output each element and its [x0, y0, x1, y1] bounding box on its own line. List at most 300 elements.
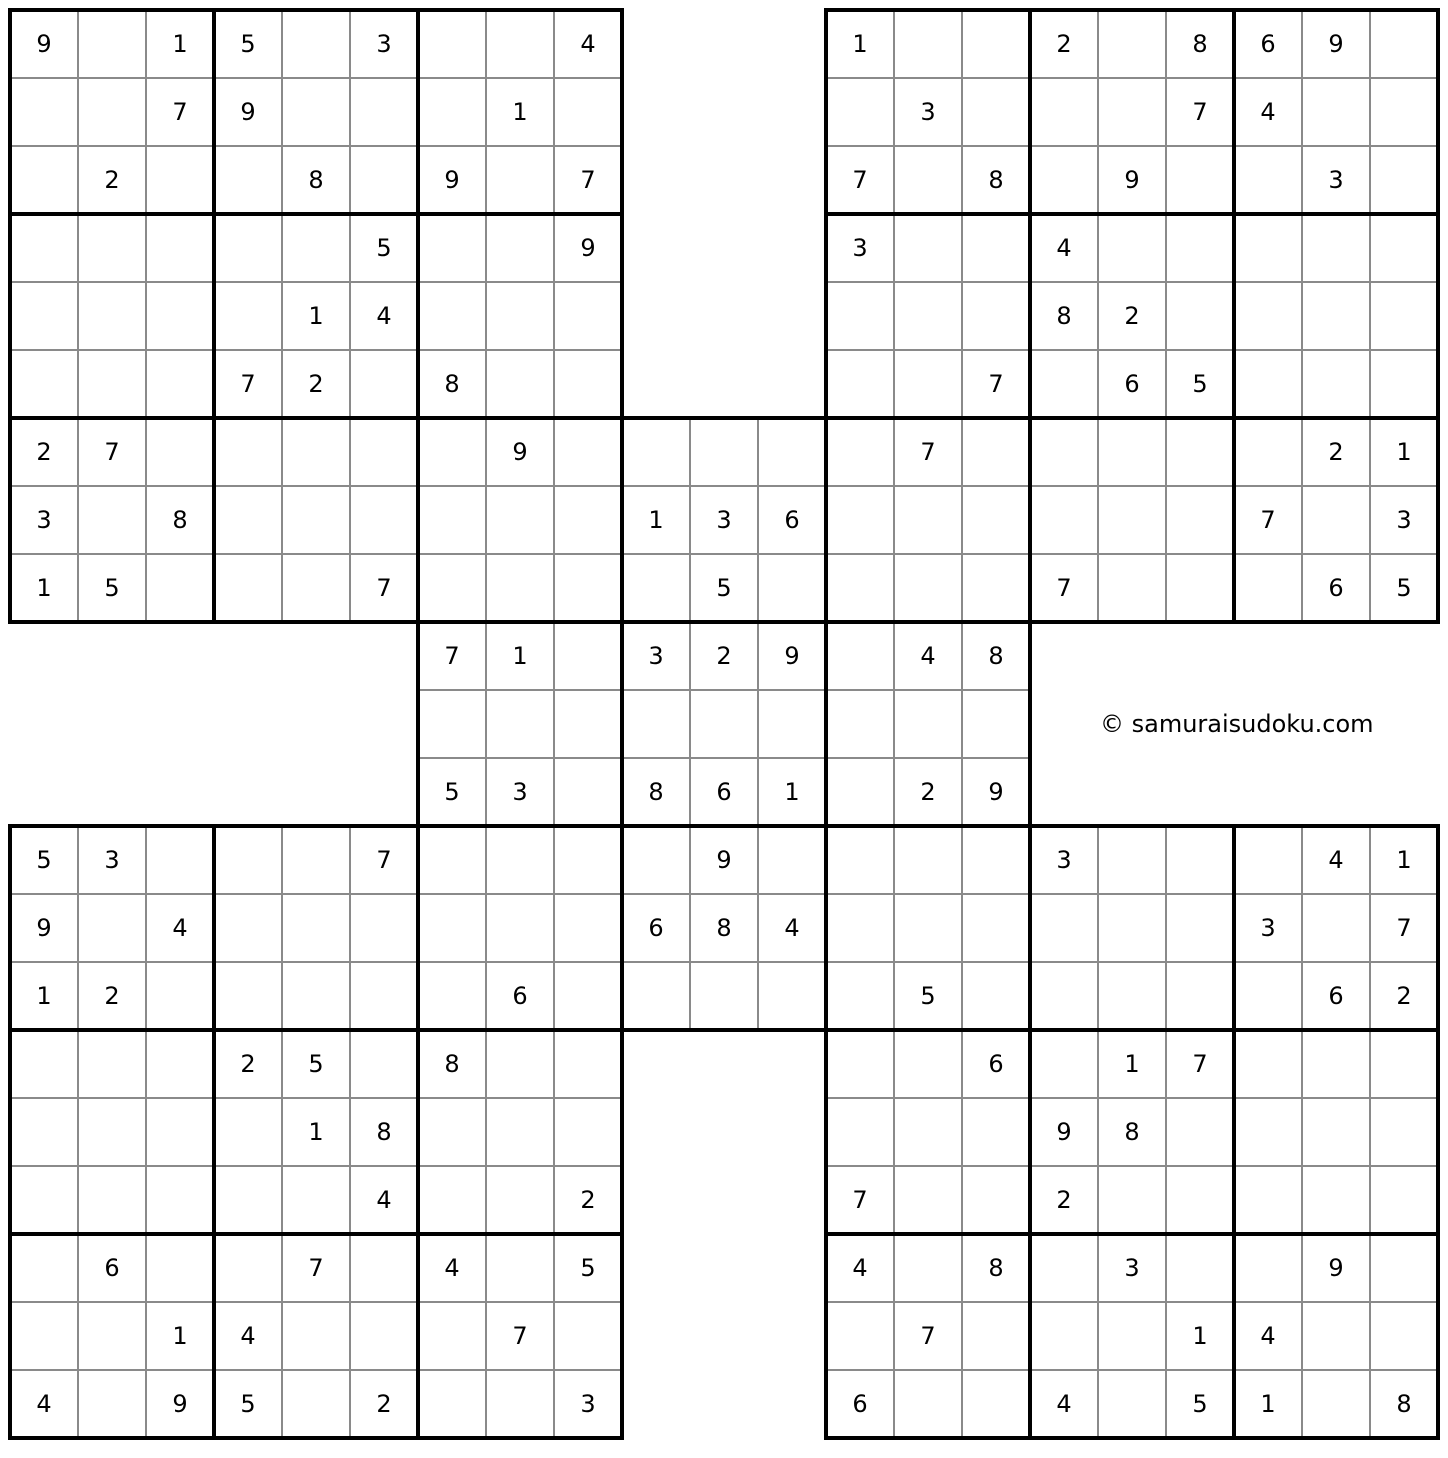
empty-cell[interactable] [486, 1166, 554, 1234]
empty-cell[interactable] [962, 1166, 1030, 1234]
empty-cell[interactable] [1030, 486, 1098, 554]
empty-cell[interactable] [10, 78, 78, 146]
empty-cell[interactable] [214, 962, 282, 1030]
empty-cell[interactable] [1098, 1166, 1166, 1234]
empty-cell[interactable] [1234, 554, 1302, 622]
given-cell: 5 [10, 826, 78, 894]
empty-cell[interactable] [78, 1370, 146, 1438]
empty-cell[interactable] [146, 826, 214, 894]
empty-cell[interactable] [1030, 418, 1098, 486]
empty-cell[interactable] [78, 10, 146, 78]
given-cell: 3 [1098, 1234, 1166, 1302]
box-border [1436, 824, 1440, 1440]
cell-divider [1369, 10, 1371, 622]
empty-cell[interactable] [1098, 214, 1166, 282]
empty-cell[interactable] [894, 146, 962, 214]
given-cell: 9 [146, 1370, 214, 1438]
empty-cell[interactable] [486, 350, 554, 418]
empty-cell[interactable] [554, 622, 622, 690]
given-cell: 9 [1302, 1234, 1370, 1302]
empty-cell[interactable] [1030, 1234, 1098, 1302]
empty-cell[interactable] [894, 282, 962, 350]
empty-cell[interactable] [554, 894, 622, 962]
empty-cell[interactable] [1234, 962, 1302, 1030]
empty-cell[interactable] [1166, 1234, 1234, 1302]
empty-cell[interactable] [826, 350, 894, 418]
given-cell: 5 [1166, 350, 1234, 418]
empty-cell[interactable] [10, 350, 78, 418]
empty-cell[interactable] [282, 962, 350, 1030]
empty-cell[interactable] [486, 1370, 554, 1438]
empty-cell[interactable] [1098, 1370, 1166, 1438]
empty-cell[interactable] [10, 282, 78, 350]
empty-cell[interactable] [826, 826, 894, 894]
given-cell: 8 [1370, 1370, 1438, 1438]
empty-cell[interactable] [418, 826, 486, 894]
empty-cell[interactable] [1166, 1166, 1234, 1234]
empty-cell[interactable] [1302, 350, 1370, 418]
given-cell: 2 [350, 1370, 418, 1438]
empty-cell[interactable] [894, 486, 962, 554]
empty-cell[interactable] [418, 554, 486, 622]
empty-cell[interactable] [962, 554, 1030, 622]
cell-divider [281, 10, 283, 622]
empty-cell[interactable] [1370, 282, 1438, 350]
empty-cell[interactable] [826, 1302, 894, 1370]
empty-cell[interactable] [214, 282, 282, 350]
cell-divider [10, 1369, 622, 1371]
empty-cell[interactable] [10, 146, 78, 214]
empty-cell[interactable] [1370, 10, 1438, 78]
given-cell: 4 [758, 894, 826, 962]
empty-cell[interactable] [282, 1166, 350, 1234]
empty-cell[interactable] [78, 214, 146, 282]
empty-cell[interactable] [282, 826, 350, 894]
empty-cell[interactable] [894, 1370, 962, 1438]
empty-cell[interactable] [1234, 826, 1302, 894]
given-cell: 2 [1030, 10, 1098, 78]
empty-cell[interactable] [894, 894, 962, 962]
empty-cell[interactable] [10, 1030, 78, 1098]
given-cell: 2 [78, 146, 146, 214]
given-cell: 9 [10, 10, 78, 78]
empty-cell[interactable] [418, 418, 486, 486]
empty-cell[interactable] [690, 962, 758, 1030]
empty-cell[interactable] [418, 894, 486, 962]
empty-cell[interactable] [1166, 962, 1234, 1030]
cell-divider [826, 893, 1438, 895]
empty-cell[interactable] [350, 350, 418, 418]
empty-cell[interactable] [622, 554, 690, 622]
empty-cell[interactable] [282, 10, 350, 78]
empty-cell[interactable] [622, 962, 690, 1030]
empty-cell[interactable] [1302, 1302, 1370, 1370]
empty-cell[interactable] [826, 418, 894, 486]
empty-cell[interactable] [894, 1098, 962, 1166]
empty-cell[interactable] [554, 1098, 622, 1166]
empty-cell[interactable] [758, 418, 826, 486]
empty-cell[interactable] [146, 418, 214, 486]
empty-cell[interactable] [758, 962, 826, 1030]
cell-divider [281, 826, 283, 1438]
empty-cell[interactable] [1234, 1234, 1302, 1302]
empty-cell[interactable] [350, 894, 418, 962]
given-cell: 7 [214, 350, 282, 418]
empty-cell[interactable] [146, 282, 214, 350]
given-cell: 8 [1030, 282, 1098, 350]
empty-cell[interactable] [282, 554, 350, 622]
empty-cell[interactable] [1166, 554, 1234, 622]
empty-cell[interactable] [1166, 894, 1234, 962]
empty-cell[interactable] [146, 214, 214, 282]
given-cell: 2 [554, 1166, 622, 1234]
empty-cell[interactable] [418, 1370, 486, 1438]
empty-cell[interactable] [1030, 350, 1098, 418]
empty-cell[interactable] [486, 10, 554, 78]
empty-cell[interactable] [1370, 1234, 1438, 1302]
empty-cell[interactable] [1302, 282, 1370, 350]
given-cell: 6 [690, 758, 758, 826]
empty-cell[interactable] [962, 10, 1030, 78]
empty-cell[interactable] [486, 1030, 554, 1098]
empty-cell[interactable] [486, 214, 554, 282]
empty-cell[interactable] [78, 78, 146, 146]
empty-cell[interactable] [894, 10, 962, 78]
given-cell: 4 [214, 1302, 282, 1370]
empty-cell[interactable] [214, 894, 282, 962]
given-cell: 9 [554, 214, 622, 282]
empty-cell[interactable] [1098, 962, 1166, 1030]
empty-cell[interactable] [282, 1370, 350, 1438]
empty-cell[interactable] [962, 486, 1030, 554]
given-cell: 7 [78, 418, 146, 486]
empty-cell[interactable] [10, 1302, 78, 1370]
cell-divider [826, 1097, 1438, 1099]
empty-cell[interactable] [1302, 1166, 1370, 1234]
empty-cell[interactable] [826, 1098, 894, 1166]
empty-cell[interactable] [10, 1098, 78, 1166]
empty-cell[interactable] [962, 282, 1030, 350]
empty-cell[interactable] [1166, 1098, 1234, 1166]
empty-cell[interactable] [1098, 10, 1166, 78]
given-cell: 1 [146, 10, 214, 78]
given-cell: 7 [146, 78, 214, 146]
empty-cell[interactable] [350, 486, 418, 554]
empty-cell[interactable] [758, 690, 826, 758]
empty-cell[interactable] [418, 486, 486, 554]
empty-cell[interactable] [690, 418, 758, 486]
empty-cell[interactable] [1370, 146, 1438, 214]
empty-cell[interactable] [486, 554, 554, 622]
empty-cell[interactable] [418, 1098, 486, 1166]
given-cell: 8 [622, 758, 690, 826]
empty-cell[interactable] [1030, 962, 1098, 1030]
empty-cell[interactable] [1234, 146, 1302, 214]
empty-cell[interactable] [1166, 486, 1234, 554]
empty-cell[interactable] [554, 350, 622, 418]
empty-cell[interactable] [146, 350, 214, 418]
empty-cell[interactable] [1370, 1302, 1438, 1370]
empty-cell[interactable] [1166, 826, 1234, 894]
empty-cell[interactable] [146, 146, 214, 214]
empty-cell[interactable] [1098, 418, 1166, 486]
given-cell: 4 [1234, 1302, 1302, 1370]
empty-cell[interactable] [282, 78, 350, 146]
empty-cell[interactable] [350, 1302, 418, 1370]
empty-cell[interactable] [1370, 1166, 1438, 1234]
empty-cell[interactable] [1234, 418, 1302, 486]
empty-cell[interactable] [894, 1234, 962, 1302]
empty-cell[interactable] [1302, 894, 1370, 962]
empty-cell[interactable] [10, 214, 78, 282]
empty-cell[interactable] [554, 1030, 622, 1098]
empty-cell[interactable] [78, 1098, 146, 1166]
box-border [1232, 824, 1236, 1440]
empty-cell[interactable] [1302, 1370, 1370, 1438]
empty-cell[interactable] [1302, 1030, 1370, 1098]
empty-cell[interactable] [826, 486, 894, 554]
empty-cell[interactable] [1166, 146, 1234, 214]
cell-divider [10, 1165, 622, 1167]
empty-cell[interactable] [78, 350, 146, 418]
empty-cell[interactable] [78, 1166, 146, 1234]
given-cell: 7 [1234, 486, 1302, 554]
empty-cell[interactable] [894, 350, 962, 418]
empty-cell[interactable] [214, 486, 282, 554]
empty-cell[interactable] [78, 486, 146, 554]
empty-cell[interactable] [962, 214, 1030, 282]
cell-divider [10, 281, 622, 283]
empty-cell[interactable] [1030, 1030, 1098, 1098]
empty-cell[interactable] [418, 1302, 486, 1370]
empty-cell[interactable] [1234, 282, 1302, 350]
empty-cell[interactable] [1098, 78, 1166, 146]
given-cell: 3 [1302, 146, 1370, 214]
empty-cell[interactable] [1166, 282, 1234, 350]
empty-cell[interactable] [1234, 214, 1302, 282]
given-cell: 8 [418, 1030, 486, 1098]
empty-cell[interactable] [350, 418, 418, 486]
empty-cell[interactable] [418, 10, 486, 78]
empty-cell[interactable] [350, 962, 418, 1030]
empty-cell[interactable] [418, 962, 486, 1030]
given-cell: 2 [214, 1030, 282, 1098]
empty-cell[interactable] [554, 690, 622, 758]
empty-cell[interactable] [826, 690, 894, 758]
empty-cell[interactable] [826, 894, 894, 962]
box-border [824, 1436, 1440, 1440]
empty-cell[interactable] [894, 1166, 962, 1234]
empty-cell[interactable] [894, 554, 962, 622]
given-cell: 7 [350, 554, 418, 622]
empty-cell[interactable] [1302, 486, 1370, 554]
empty-cell[interactable] [1234, 1098, 1302, 1166]
empty-cell[interactable] [146, 554, 214, 622]
empty-cell[interactable] [1030, 1302, 1098, 1370]
empty-cell[interactable] [214, 418, 282, 486]
empty-cell[interactable] [554, 78, 622, 146]
empty-cell[interactable] [146, 1030, 214, 1098]
empty-cell[interactable] [418, 282, 486, 350]
empty-cell[interactable] [826, 622, 894, 690]
empty-cell[interactable] [1302, 78, 1370, 146]
given-cell: 1 [622, 486, 690, 554]
empty-cell[interactable] [826, 554, 894, 622]
empty-cell[interactable] [282, 418, 350, 486]
empty-cell[interactable] [78, 894, 146, 962]
given-cell: 2 [690, 622, 758, 690]
empty-cell[interactable] [554, 486, 622, 554]
empty-cell[interactable] [894, 214, 962, 282]
empty-cell[interactable] [1234, 1030, 1302, 1098]
empty-cell[interactable] [962, 1302, 1030, 1370]
cell-divider [689, 418, 691, 1030]
empty-cell[interactable] [1234, 1166, 1302, 1234]
empty-cell[interactable] [962, 826, 1030, 894]
empty-cell[interactable] [282, 214, 350, 282]
cell-divider [826, 1165, 1438, 1167]
empty-cell[interactable] [554, 418, 622, 486]
empty-cell[interactable] [894, 690, 962, 758]
empty-cell[interactable] [1098, 486, 1166, 554]
empty-cell[interactable] [622, 826, 690, 894]
empty-cell[interactable] [1370, 1030, 1438, 1098]
given-cell: 7 [1166, 1030, 1234, 1098]
given-cell: 1 [1370, 418, 1438, 486]
empty-cell[interactable] [1098, 1302, 1166, 1370]
empty-cell[interactable] [282, 894, 350, 962]
empty-cell[interactable] [962, 418, 1030, 486]
empty-cell[interactable] [486, 282, 554, 350]
empty-cell[interactable] [1234, 350, 1302, 418]
empty-cell[interactable] [1302, 214, 1370, 282]
empty-cell[interactable] [554, 282, 622, 350]
empty-cell[interactable] [78, 1302, 146, 1370]
empty-cell[interactable] [418, 78, 486, 146]
empty-cell[interactable] [690, 690, 758, 758]
empty-cell[interactable] [214, 1234, 282, 1302]
given-cell: 4 [146, 894, 214, 962]
box-border [8, 824, 12, 1440]
empty-cell[interactable] [1030, 894, 1098, 962]
empty-cell[interactable] [214, 1166, 282, 1234]
box-border [8, 1232, 624, 1236]
empty-cell[interactable] [894, 826, 962, 894]
empty-cell[interactable] [214, 146, 282, 214]
empty-cell[interactable] [214, 214, 282, 282]
empty-cell[interactable] [418, 1166, 486, 1234]
empty-cell[interactable] [214, 554, 282, 622]
empty-cell[interactable] [78, 1030, 146, 1098]
empty-cell[interactable] [826, 1030, 894, 1098]
given-cell: 4 [1234, 78, 1302, 146]
empty-cell[interactable] [486, 1234, 554, 1302]
empty-cell[interactable] [826, 78, 894, 146]
empty-cell[interactable] [486, 894, 554, 962]
cell-divider [418, 689, 1030, 691]
empty-cell[interactable] [826, 758, 894, 826]
empty-cell[interactable] [486, 486, 554, 554]
cell-divider [485, 826, 487, 1438]
cell-divider [10, 893, 622, 895]
empty-cell[interactable] [1166, 214, 1234, 282]
empty-cell[interactable] [214, 1098, 282, 1166]
cell-divider [77, 10, 79, 622]
empty-cell[interactable] [146, 962, 214, 1030]
empty-cell[interactable] [350, 146, 418, 214]
given-cell: 8 [350, 1098, 418, 1166]
given-cell: 4 [1030, 214, 1098, 282]
given-cell: 6 [1234, 10, 1302, 78]
empty-cell[interactable] [1098, 894, 1166, 962]
empty-cell[interactable] [486, 146, 554, 214]
given-cell: 5 [350, 214, 418, 282]
empty-cell[interactable] [1370, 214, 1438, 282]
empty-cell[interactable] [554, 758, 622, 826]
empty-cell[interactable] [282, 486, 350, 554]
empty-cell[interactable] [486, 826, 554, 894]
empty-cell[interactable] [350, 1234, 418, 1302]
empty-cell[interactable] [1030, 146, 1098, 214]
empty-cell[interactable] [622, 690, 690, 758]
empty-cell[interactable] [146, 1234, 214, 1302]
empty-cell[interactable] [1370, 350, 1438, 418]
empty-cell[interactable] [10, 1234, 78, 1302]
empty-cell[interactable] [282, 1302, 350, 1370]
empty-cell[interactable] [622, 418, 690, 486]
empty-cell[interactable] [826, 962, 894, 1030]
empty-cell[interactable] [962, 1370, 1030, 1438]
given-cell: 7 [894, 1302, 962, 1370]
empty-cell[interactable] [1030, 78, 1098, 146]
empty-cell[interactable] [78, 282, 146, 350]
empty-cell[interactable] [1098, 826, 1166, 894]
empty-cell[interactable] [146, 1166, 214, 1234]
empty-cell[interactable] [10, 1166, 78, 1234]
empty-cell[interactable] [1098, 554, 1166, 622]
empty-cell[interactable] [418, 214, 486, 282]
empty-cell[interactable] [350, 1030, 418, 1098]
empty-cell[interactable] [1166, 418, 1234, 486]
empty-cell[interactable] [758, 826, 826, 894]
empty-cell[interactable] [894, 1030, 962, 1098]
empty-cell[interactable] [214, 826, 282, 894]
empty-cell[interactable] [758, 554, 826, 622]
given-cell: 9 [1030, 1098, 1098, 1166]
empty-cell[interactable] [554, 1302, 622, 1370]
empty-cell[interactable] [1302, 1098, 1370, 1166]
empty-cell[interactable] [962, 78, 1030, 146]
given-cell: 6 [1302, 962, 1370, 1030]
empty-cell[interactable] [962, 1098, 1030, 1166]
empty-cell[interactable] [826, 282, 894, 350]
empty-cell[interactable] [418, 690, 486, 758]
empty-cell[interactable] [554, 826, 622, 894]
cell-divider [1369, 826, 1371, 1438]
empty-cell[interactable] [350, 78, 418, 146]
empty-cell[interactable] [962, 690, 1030, 758]
empty-cell[interactable] [554, 962, 622, 1030]
given-cell: 1 [486, 78, 554, 146]
empty-cell[interactable] [486, 1098, 554, 1166]
empty-cell[interactable] [1370, 78, 1438, 146]
empty-cell[interactable] [146, 1098, 214, 1166]
empty-cell[interactable] [962, 962, 1030, 1030]
empty-cell[interactable] [486, 690, 554, 758]
empty-cell[interactable] [962, 894, 1030, 962]
empty-cell[interactable] [1370, 1098, 1438, 1166]
empty-cell[interactable] [554, 554, 622, 622]
